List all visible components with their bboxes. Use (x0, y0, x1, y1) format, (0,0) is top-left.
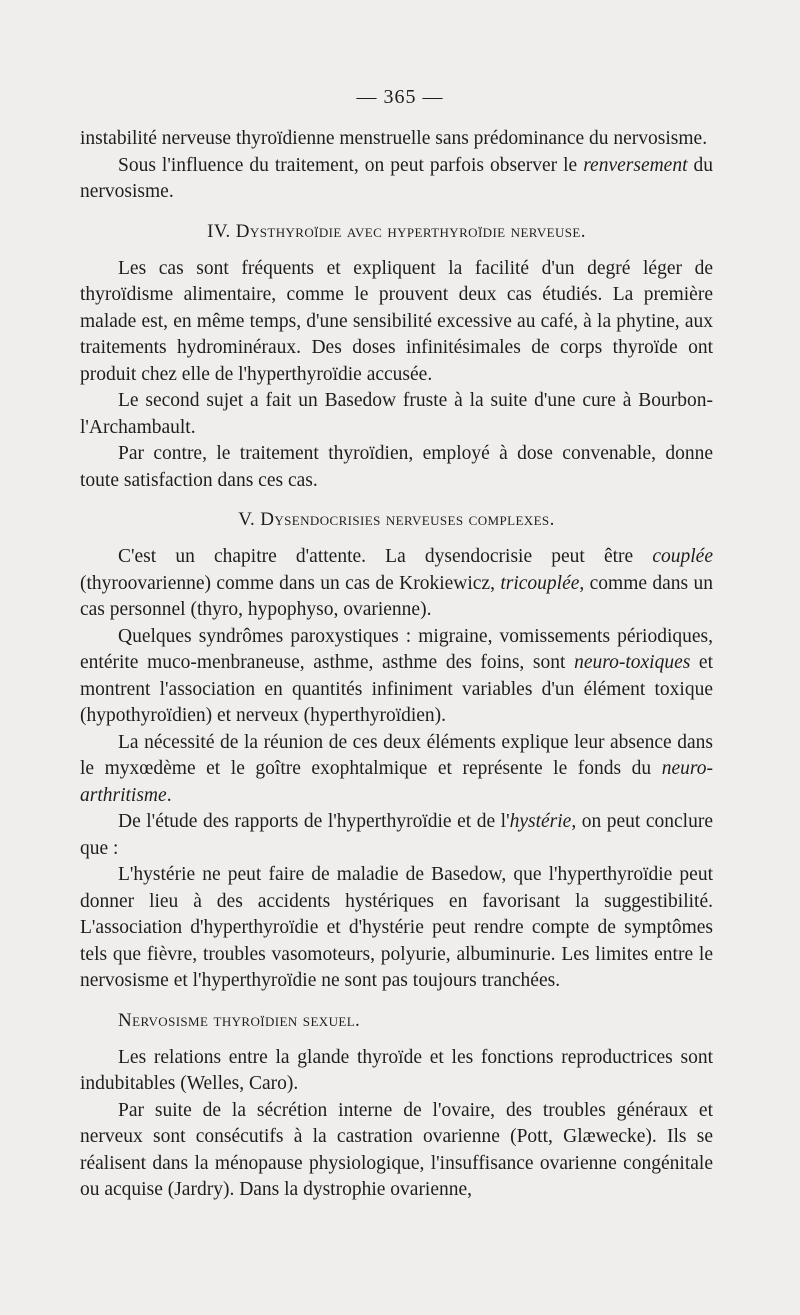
paragraph: C'est un chapitre d'attente. La dysendocrisie peut être couplée (thyroovarienne) comme dans un cas de Krokiewicz, tricouplée, comme dans un cas personnel (thyro, hypophyso, ovarienne). (80, 546, 714, 620)
paragraph: Par contre, le traitement thyroïdien, employé à dose convenable, donne toute satisfaction dans ces cas. (80, 443, 713, 491)
section-heading-v: V. Dysendocrisies nerveuses complexes. (238, 509, 555, 530)
paragraph: Par suite de la sécrétion interne de l'ovaire, des troubles généraux et nerveux sont consécutifs à la castration ovarienne (Pott, Glæwecke). Ils se réalisent dans la ménopause physiologique, l'insuffisance ovarienne congénitale ou acquise (Jardry). Dans la dystrophie ovarienne, (80, 1099, 713, 1200)
paragraph: Sous l'influence du traitement, on peut parfois observer le renversement du nervosisme. (80, 154, 714, 202)
paragraph: Quelques syndrômes paroxystiques : migraine, vomissements périodiques, entérite muco-menbraneuse, asthme, asthme des foins, sont neuro-toxiques et montrent l'association en quantités infiniment variables d'un élément toxique (hypothyroïdien) et nerveux (hyperthyroïdien). (80, 625, 714, 726)
section-heading-iv: IV. Dysthyroïdie avec hyperthyroïdie nerveuse. (207, 220, 586, 242)
paragraph: L'hystérie ne peut faire de maladie de Basedow, que l'hyperthyroïdie peut donner lieu à des accidents hystériques en favorisant la suggestibilité. L'association d'hyperthyroïdie et d'hystérie peut rendre compte de symptômes tels que fièvre, troubles vasomoteurs, polyurie, albuminurie. Les limites entre le nervosisme et l'hyperthyroïdie ne sont pas toujours tranchées. (80, 864, 713, 991)
paragraph: Les relations entre la glande thyroïde et les fonctions reproductrices sont indubitables (Welles, Caro). (80, 1046, 713, 1094)
paragraph-continuation: instabilité nerveuse thyroïdienne menstruelle sans prédominance du nervosisme. (80, 128, 708, 149)
paragraph: Les cas sont fréquents et expliquent la facilité d'un degré léger de thyroïdisme alimentaire, comme le prouvent deux cas étudiés. La première malade est, en même temps, d'une sensibilité excessive au café, à la phytine, aux traitements hydrominéraux. Des doses infinitésimales de corps thyroïde ont produit chez elle de l'hyperthyroïdie accusée. (80, 257, 713, 385)
paragraph: Le second sujet a fait un Basedow fruste à la suite d'une cure à Bourbon-l'Archambault. (80, 390, 713, 438)
paragraph: De l'étude des rapports de l'hyperthyroïdie et de l'hystérie, on peut conclure que : (80, 811, 713, 859)
paragraph: La nécessité de la réunion de ces deux éléments explique leur absence dans le myxœdème et le goître exophtalmique et représente le fonds du neuro-arthritisme. (80, 731, 713, 806)
page-body (80, 126, 713, 1204)
section-heading-nervosisme: Nervosisme thyroïdien sexuel. (118, 1009, 361, 1031)
page-number: — 365 — (356, 86, 444, 108)
